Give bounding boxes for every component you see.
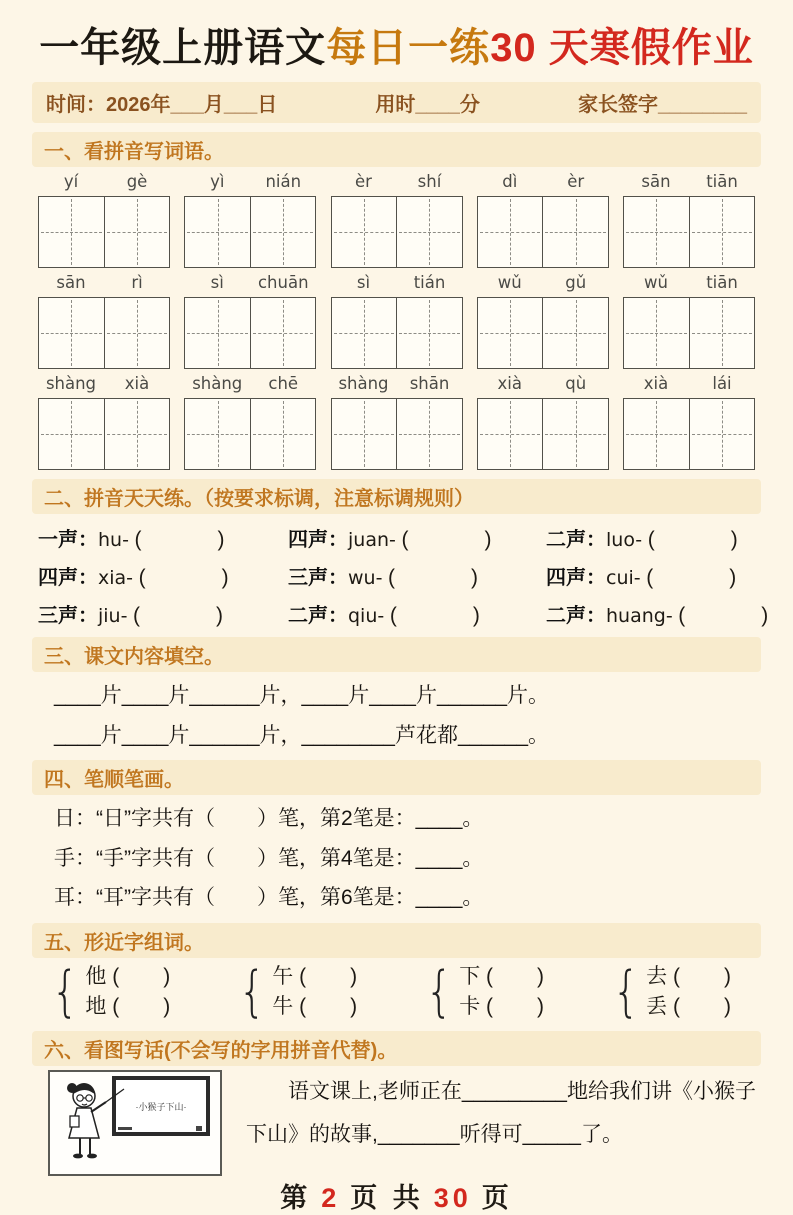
pinyin-label: rì (131, 273, 143, 292)
writing-cell (396, 197, 462, 267)
pinyin-word-group (477, 172, 609, 268)
pinyin-label: xià (643, 374, 669, 393)
writing-cell (332, 399, 397, 469)
meta-signature: 家长签字________ (578, 94, 747, 116)
tone-practice-row (32, 599, 769, 628)
pinyin-word-group (623, 273, 755, 369)
tone-item: 二声：luo- ( ) (546, 528, 738, 551)
pinyin-label: chē (268, 374, 299, 393)
tone-label: 三声： (288, 567, 348, 589)
page-number: 第 2 页 共 30 页 (280, 1182, 513, 1213)
tone-pinyin: huang- (606, 605, 673, 627)
answer-blank: ( (134, 528, 142, 551)
writing-cell (689, 197, 755, 267)
meta-band (32, 82, 761, 123)
tone-item: 二声：huang- ( ) (546, 604, 769, 627)
tone-pinyin: cui- (606, 567, 641, 589)
pinyin-grid-row (32, 374, 761, 470)
pinyin-word-group (331, 374, 463, 470)
tone-label: 二声： (546, 529, 606, 551)
pinyin-label: èr (567, 172, 585, 191)
brace-glyph: { (425, 959, 453, 1023)
pinyin-label: gǔ (565, 273, 587, 292)
meta-date: 时间：2026年___月___日 (46, 94, 278, 116)
answer-blank: ( (646, 566, 654, 589)
tone-item: 一声：hu- ( ) (38, 528, 225, 551)
tone-label: 二声： (288, 605, 348, 627)
tone-practice-row (32, 523, 761, 552)
pinyin-label: wǔ (644, 273, 668, 292)
total-pages: 30 (433, 1182, 472, 1213)
char: 去 (646, 964, 668, 988)
writing-cell (39, 298, 104, 368)
similar-char-group: { 去 ( ) 丢 ( ) (612, 959, 731, 1023)
tone-label: 三声： (38, 605, 98, 627)
tone-label: 一声： (38, 529, 98, 551)
writing-cell (542, 298, 608, 368)
similar-chars-row (32, 958, 761, 1022)
char: 他 (85, 964, 107, 988)
pinyin-label: èr (355, 172, 372, 191)
writing-cell (624, 298, 689, 368)
brace-glyph: { (612, 959, 640, 1023)
page-title (32, 24, 761, 72)
pinyin-label: xià (497, 374, 522, 393)
fill-blank-line: ____片____片______片，________芦花都______。 (54, 723, 550, 747)
tone-item: 三声：jiu- ( ) (38, 604, 224, 627)
writing-cell (689, 399, 755, 469)
picture-writing-text: 语文课上,老师正在_________地给我们讲《小猴子下山》的故事,_______听得可_____了。 (246, 1079, 756, 1146)
char: 下 (459, 964, 481, 988)
answer-blank: ( (133, 604, 141, 627)
writing-cell (39, 399, 104, 469)
tone-item: 四声：cui- ( ) (546, 566, 737, 589)
writing-cell (250, 399, 316, 469)
pinyin-word-group (623, 374, 755, 470)
section1-header: 一、看拼音写词语。 (32, 132, 761, 167)
writing-cell (478, 399, 543, 469)
pinyin-label: tiān (706, 172, 738, 191)
tone-label: 二声： (546, 605, 606, 627)
writing-cell (104, 298, 170, 368)
pinyin-word-group (184, 273, 316, 369)
title-grade: 一年级上册语文 (39, 26, 327, 70)
pinyin-word-group (477, 374, 609, 470)
pinyin-grid-row (32, 172, 761, 268)
pinyin-label: wǔ (497, 273, 522, 292)
writing-cell (624, 197, 689, 267)
writing-cell (104, 197, 170, 267)
tone-label: 四声： (38, 567, 98, 589)
writing-cell (39, 197, 104, 267)
writing-cell (332, 298, 397, 368)
pinyin-label: nián (265, 172, 302, 191)
title-holiday: 30 天寒假作业 (490, 26, 754, 70)
teacher-blackboard-drawing (50, 1072, 216, 1170)
tone-practice-row (32, 561, 761, 590)
pinyin-label: shàng (192, 374, 243, 393)
char: 地 (85, 994, 107, 1018)
blackboard-text: ·小猴子下山· (135, 1101, 187, 1112)
tone-pinyin: wu- (348, 567, 383, 589)
section4-header: 四、笔顺笔画。 (32, 760, 761, 795)
pinyin-label: tiān (706, 273, 738, 292)
writing-cell (250, 197, 316, 267)
char: 卡 (459, 994, 481, 1018)
tone-pinyin: jiu- (98, 605, 128, 627)
brace-glyph: { (238, 959, 266, 1023)
pinyin-label: xià (124, 374, 150, 393)
pinyin-label: shān (409, 374, 450, 393)
tone-pinyin: xia- (98, 567, 134, 589)
writing-cell (185, 298, 250, 368)
pinyin-word-group (184, 172, 316, 268)
pinyin-label: shí (417, 172, 442, 191)
writing-cell (185, 399, 250, 469)
pinyin-label: shàng (45, 374, 97, 393)
teacher-illustration (48, 1070, 222, 1176)
writing-cell (332, 197, 397, 267)
tone-label: 四声： (546, 567, 606, 589)
pinyin-label: lái (712, 374, 732, 393)
pinyin-word-group (38, 273, 170, 369)
section6-header: 六、看图写话(不会写的字用拼音代替)。 (32, 1031, 761, 1066)
tone-item: 三声：wu- ( ) (288, 566, 478, 589)
pinyin-label: gè (126, 172, 148, 191)
tone-pinyin: qiu- (348, 605, 385, 627)
pinyin-word-group (331, 172, 463, 268)
pinyin-label: sì (356, 273, 371, 292)
tone-item: 四声：juan- ( ) (288, 528, 492, 551)
writing-cell (689, 298, 755, 368)
similar-char-group: { 午 ( ) 牛 ( ) (238, 959, 358, 1023)
writing-cell (478, 197, 543, 267)
writing-cell (396, 399, 462, 469)
tone-label: 四声： (288, 529, 348, 551)
brace-glyph: { (51, 959, 79, 1023)
writing-cell (104, 399, 170, 469)
section2-header: 二、拼音天天练。（按要求标调，注意标调规则） (32, 479, 761, 514)
pinyin-label: dì (502, 172, 518, 191)
writing-cell (542, 197, 608, 267)
writing-cell (542, 399, 608, 469)
pinyin-label: shàng (338, 374, 389, 393)
answer-blank: ( (678, 604, 686, 627)
pinyin-word-group (38, 374, 170, 470)
pinyin-word-group (623, 172, 755, 268)
pinyin-word-group (184, 374, 316, 470)
char: 午 (272, 964, 294, 988)
answer-blank: ( (401, 528, 409, 551)
meta-duration: 用时____分 (375, 94, 480, 116)
tone-pinyin: juan- (348, 529, 396, 551)
pinyin-grid-row (32, 273, 761, 369)
pinyin-label: chuān (257, 273, 309, 292)
tone-pinyin: hu- (98, 529, 129, 551)
writing-cell (624, 399, 689, 469)
fill-blank-line: ____片____片______片，____片____片______片。 (54, 684, 550, 707)
answer-blank: ( (138, 566, 146, 589)
pinyin-label: yí (63, 172, 79, 191)
pinyin-word-group (331, 273, 463, 369)
pinyin-label: yì (210, 172, 225, 191)
pinyin-label: sì (210, 273, 224, 292)
writing-cell (250, 298, 316, 368)
section5-header: 五、形近字组词。 (32, 923, 761, 958)
pinyin-label: sān (56, 273, 86, 292)
pinyin-word-group (38, 172, 170, 268)
picture-writing-block (32, 1070, 761, 1176)
section3-header: 三、课文内容填空。 (32, 637, 761, 672)
pinyin-word-group (477, 273, 609, 369)
stroke-order-line: 日：“日”字共有（ ）笔，第2笔是：____。 (54, 807, 484, 830)
writing-cell (478, 298, 543, 368)
current-page-number: 2 (321, 1182, 341, 1213)
char: 牛 (272, 994, 294, 1018)
similar-char-group: { 他 ( ) 地 ( ) (51, 959, 171, 1023)
answer-blank: ( (388, 566, 395, 589)
pinyin-label: tián (413, 273, 446, 292)
char: 丢 (646, 994, 668, 1018)
writing-cell (396, 298, 462, 368)
tone-item: 二声：qiu- ( ) (288, 604, 480, 627)
tone-pinyin: luo- (606, 529, 643, 551)
tone-item: 四声：xia- ( ) (38, 566, 229, 589)
similar-char-group: { 下 ( ) 卡 ( ) (425, 959, 545, 1023)
stroke-order-line: 耳：“耳”字共有（ ）笔，第6笔是：____。 (54, 886, 484, 909)
pinyin-label: qù (565, 374, 587, 393)
stroke-order-line: 手：“手”字共有（ ）笔，第4笔是：____。 (54, 846, 484, 870)
writing-cell (185, 197, 250, 267)
pinyin-label: sān (641, 172, 671, 191)
title-daily: 每日一练 (326, 26, 491, 70)
answer-blank: ( (389, 604, 397, 627)
answer-blank: ( (647, 528, 655, 551)
